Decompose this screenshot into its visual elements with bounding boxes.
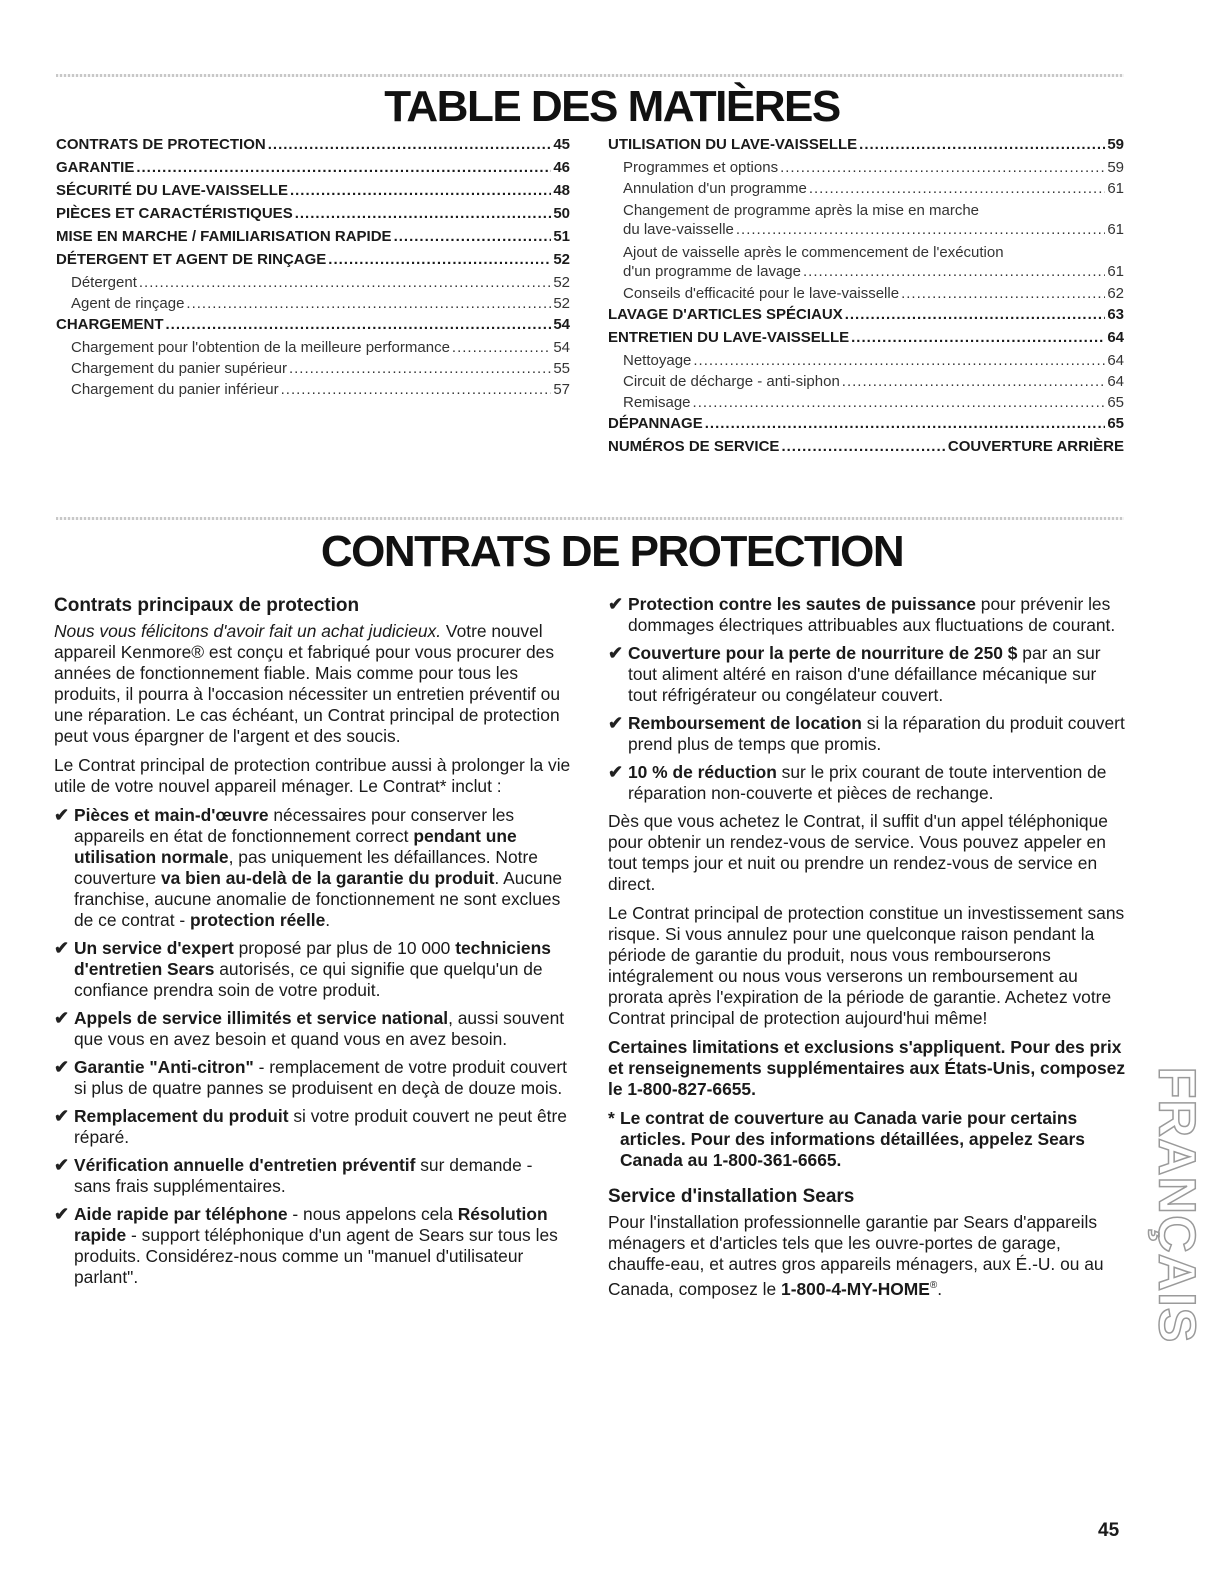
toc-page-number: 64 xyxy=(1107,373,1124,390)
toc-page-number: 57 xyxy=(553,381,570,398)
checkmark-icon: ✔ xyxy=(608,713,624,733)
toc-entry-label: UTILISATION DU LAVE-VAISSELLE xyxy=(608,136,858,153)
toc-leader-dots xyxy=(705,415,1106,432)
toc-page-number: 64 xyxy=(1107,329,1124,346)
toc-page-number: 46 xyxy=(553,159,570,176)
toc-entry-label: DÉTERGENT ET AGENT DE RINÇAGE xyxy=(56,251,327,268)
benefit-item xyxy=(54,1155,572,1197)
toc-page-number: 52 xyxy=(553,274,570,291)
canada-footnote xyxy=(608,1108,1126,1171)
checkmark-icon: ✔ xyxy=(54,1155,70,1175)
checkmark-icon: ✔ xyxy=(608,594,624,614)
toc-entry-label: Remisage xyxy=(623,394,691,411)
toc-page-number: 54 xyxy=(553,339,570,356)
toc-page-number: 61 xyxy=(1107,180,1124,197)
toc-entry-label: NUMÉROS DE SERVICE xyxy=(608,438,780,455)
toc-entry[interactable] xyxy=(608,438,1124,461)
benefit-bold-text: va bien au-delà de la garantie du produit xyxy=(161,868,495,888)
benefit-plain-text: . Aucune franchise, aucune anomalie de fonctionnement ne sont exclues de ce contrat - xyxy=(74,868,563,930)
toc-leader-dots xyxy=(136,159,551,176)
benefit-plain-text: , pas uniquement les défaillances. Notre couverture xyxy=(74,847,538,888)
toc-entry[interactable] xyxy=(608,394,1124,415)
benefit-plain-text: , aussi souvent que vous en avez besoin et quand vous en avez besoin. xyxy=(74,1008,565,1049)
benefit-text xyxy=(628,594,1126,636)
checkmark-icon: ✔ xyxy=(54,1057,70,1077)
toc-entry[interactable] xyxy=(608,159,1124,180)
toc-leader-dots xyxy=(166,316,552,333)
toc-entry-label: CONTRATS DE PROTECTION xyxy=(56,136,266,153)
benefit-item xyxy=(54,1106,572,1148)
toc-entry[interactable] xyxy=(56,339,570,360)
benefit-plain-text: - support téléphonique d'un agent de Sears sur tous les produits. Considérez-nous comme un "manuel d'utilisateur parlant". xyxy=(74,1225,558,1287)
toc-entry-label: SÉCURITÉ DU LAVE-VAISSELLE xyxy=(56,182,288,199)
benefit-bold-text: Remboursement de location xyxy=(628,713,862,733)
benefit-plain-text: - nous appelons cela xyxy=(287,1204,458,1224)
benefit-plain-text: autorisés, ce qui signifie que quelqu'un de confiance prendra soin de votre produit. xyxy=(74,959,543,1000)
language-side-tab-text: FRANÇAIS xyxy=(1147,1066,1206,1344)
benefit-item xyxy=(608,713,1126,755)
toc-entry-label: Chargement du panier supérieur xyxy=(71,360,287,377)
benefit-plain-text: sur le prix courant de toute intervention de réparation non-couverte et pièces de rechange. xyxy=(628,762,1107,803)
install-heading: Service d'installation Sears xyxy=(608,1186,855,1207)
toc-entry-label: MISE EN MARCHE / FAMILIARISATION RAPIDE xyxy=(56,228,392,245)
benefit-plain-text: proposé par plus de 10 000 xyxy=(233,938,456,958)
toc-page-number: 48 xyxy=(553,182,570,199)
toc-entry[interactable] xyxy=(608,306,1124,329)
right-bullet-list xyxy=(608,594,1126,804)
toc-leader-dots xyxy=(268,136,552,153)
toc-entry-label: Programmes et options xyxy=(623,159,779,176)
benefit-text xyxy=(74,1155,572,1197)
toc-leader-dots xyxy=(736,220,1105,239)
toc-leader-dots xyxy=(281,381,552,398)
toc-leader-dots xyxy=(693,352,1105,369)
toc-entry-label: Changement de programme après la mise en marche xyxy=(623,202,980,219)
toc-entry-label: LAVAGE D'ARTICLES SPÉCIAUX xyxy=(608,306,843,323)
benefit-bold-text: Couverture pour la perte de nourriture de 250 $ xyxy=(628,643,1018,663)
benefit-plain-text: sur demande - sans frais supplémentaires. xyxy=(74,1155,533,1196)
toc-entry[interactable] xyxy=(56,316,570,339)
toc-page-number: 52 xyxy=(553,251,570,268)
toc-leader-dots xyxy=(289,360,551,377)
page-number: 45 xyxy=(1098,1520,1120,1541)
benefit-text xyxy=(628,643,1126,706)
canada-footnote-text: Le contrat de couverture au Canada varie pour certains articles. Pour des informations détaillées, appelez Sears Canada au 1-800-361-6665. xyxy=(620,1108,1085,1170)
checkmark-icon: ✔ xyxy=(54,805,70,825)
toc-entry-label-cont: du lave-vaisselle xyxy=(623,221,734,238)
checkmark-icon: ✔ xyxy=(54,938,70,958)
toc-entry-label: Agent de rinçage xyxy=(71,295,185,312)
toc-title: TABLE DES MATIÈRES xyxy=(384,82,840,131)
registered-mark: ® xyxy=(929,1280,938,1291)
install-text: Pour l'installation professionnelle garantie par Sears d'appareils ménagers et d'articles tels que les ouvre-portes de garage, chauffe-eau, et autres gros appareils ménagers, aux É.-U. ou au Canada, composez le xyxy=(608,1212,1104,1299)
toc-page-number: 65 xyxy=(1107,394,1124,411)
checkmark-icon: ✔ xyxy=(608,762,624,782)
toc-entry-row xyxy=(623,262,1124,281)
toc-page-number: 50 xyxy=(553,205,570,222)
install-phone: 1-800-4-MY-HOME xyxy=(781,1278,930,1299)
toc-left-column xyxy=(56,136,570,402)
benefit-item xyxy=(54,805,572,931)
toc-entry[interactable] xyxy=(56,182,570,205)
toc-entry-label: Ajout de vaisselle après le commencement de l'exécution xyxy=(623,244,1004,261)
benefit-bold-text: Pièces et main-d'œuvre xyxy=(74,805,269,825)
toc-entry[interactable] xyxy=(56,360,570,381)
benefit-bold-text: Résolution rapide xyxy=(74,1204,548,1245)
benefit-plain-text: pour prévenir les dommages électriques attribuables aux fluctuations de courant. xyxy=(628,594,1116,635)
checkmark-icon: ✔ xyxy=(54,1008,70,1028)
checkmark-icon: ✔ xyxy=(54,1106,70,1126)
toc-entry[interactable] xyxy=(608,415,1124,438)
benefit-text xyxy=(74,1057,572,1099)
section-title: CONTRATS DE PROTECTION xyxy=(320,527,904,576)
benefit-bold-text: Protection contre les sautes de puissance xyxy=(628,594,976,614)
benefit-plain-text: . xyxy=(325,910,331,930)
toc-leader-dots xyxy=(781,438,945,455)
includes-paragraph: Le Contrat principal de protection contribue aussi à prolonger la vie utile de votre nouvel appareil ménager. Le Contrat* inclut : xyxy=(54,755,571,796)
middle-dotted-rule xyxy=(56,517,1124,520)
checkmark-icon: ✔ xyxy=(54,1204,70,1224)
intro-rest-text: Votre nouvel appareil Kenmore® est conçu et fabriqué pour vous procurer des années de fonctionnement fiable. Mais comme pour tous les produits, il pourra à l'occasion nécessiter un entretien préventif ou une réparation. Le cas échéant, un Contrat principal de protection peut vous épargner de l'argent et des soucis. xyxy=(54,621,561,746)
benefit-bold-text: Aide rapide par téléphone xyxy=(74,1204,288,1224)
toc-entry[interactable] xyxy=(608,329,1124,352)
toc-entry[interactable] xyxy=(608,285,1124,306)
toc-page-number: 54 xyxy=(553,316,570,333)
toc-page-number: COUVERTURE ARRIÈRE xyxy=(947,438,1124,455)
toc-leader-dots xyxy=(693,394,1106,411)
benefit-plain-text: nécessaires pour conserver les appareils en état de fonctionnement correct xyxy=(74,805,515,846)
toc-leader-dots xyxy=(845,306,1106,323)
benefit-item xyxy=(54,938,572,1001)
toc-leader-dots xyxy=(328,251,551,268)
benefit-bold-text: techniciens d'entretien Sears xyxy=(74,938,551,979)
benefit-bold-text: protection réelle xyxy=(190,910,326,930)
benefit-item xyxy=(608,594,1126,636)
benefit-text xyxy=(628,713,1126,755)
toc-page-number: 64 xyxy=(1107,352,1124,369)
toc-page-number: 61 xyxy=(1107,221,1124,238)
toc-page-number: 55 xyxy=(553,360,570,377)
benefit-plain-text: - remplacement de votre produit couvert si plus de quatre pannes se produisent en deçà de douze mois. xyxy=(74,1057,567,1098)
benefit-plain-text: si votre produit couvert ne peut être réparé. xyxy=(74,1106,567,1147)
toc-leader-dots xyxy=(901,285,1105,302)
toc-entry-label: Chargement du panier inférieur xyxy=(71,381,279,398)
toc-page-number: 45 xyxy=(553,136,570,153)
toc-entry[interactable] xyxy=(608,201,1124,239)
toc-entry[interactable] xyxy=(608,136,1124,159)
toc-entry[interactable] xyxy=(56,205,570,228)
left-text-column xyxy=(54,594,572,1295)
toc-leader-dots xyxy=(803,262,1105,281)
benefit-text xyxy=(74,1008,572,1050)
toc-entry-label: PIÈCES ET CARACTÉRISTIQUES xyxy=(56,205,293,222)
toc-entry-label-cont: d'un programme de lavage xyxy=(623,263,801,280)
toc-entry[interactable] xyxy=(608,180,1124,201)
toc-page-number: 62 xyxy=(1107,285,1124,302)
limits-paragraph: Certaines limitations et exclusions s'appliquent. Pour des prix et renseignements supplémentaires aux États-Unis, composez le 1-800-827-6655. xyxy=(608,1037,1126,1099)
toc-page-number: 61 xyxy=(1107,263,1124,280)
install-paragraph xyxy=(608,1212,1126,1300)
toc-entry[interactable] xyxy=(56,159,570,182)
toc-leader-dots xyxy=(859,136,1105,153)
toc-entry-label: Annulation d'un programme xyxy=(623,180,807,197)
risk-paragraph: Le Contrat principal de protection constitue un investissement sans risque. Si vous annulez pour une quelconque raison pendant la période de garantie du produit, nous vous rembourserons intégralement ou nous vous verserons un remboursement au prorata après l'expiration de la période de garantie. Achetez votre Contrat principal de protection aujourd'hui même! xyxy=(608,903,1125,1028)
toc-entry[interactable] xyxy=(608,243,1124,281)
toc-entry[interactable] xyxy=(56,381,570,402)
benefit-item xyxy=(54,1057,572,1099)
left-bullet-list xyxy=(54,805,572,1288)
toc-entry-label: DÉPANNAGE xyxy=(608,415,703,432)
toc-entry[interactable] xyxy=(56,274,570,295)
toc-leader-dots xyxy=(780,159,1105,176)
toc-entry-label: GARANTIE xyxy=(56,159,135,176)
toc-entry-label: Chargement pour l'obtention de la meilleure performance xyxy=(71,339,450,356)
toc-entry-label: ENTRETIEN DU LAVE-VAISSELLE xyxy=(608,329,850,346)
benefit-text xyxy=(74,805,572,931)
language-side-tab xyxy=(1147,1060,1206,1350)
toc-page-number: 51 xyxy=(553,228,570,245)
benefit-bold-text: 10 % de réduction xyxy=(628,762,777,782)
benefit-plain-text: par an sur tout aliment altéré en raison d'une défaillance mécanique sur tout réfrigérateur ou congélateur couvert. xyxy=(628,643,1101,705)
toc-leader-dots xyxy=(452,339,551,356)
intro-italic-text: Nous vous félicitons d'avoir fait un achat judicieux. xyxy=(54,621,442,641)
benefit-bold-text: Appels de service illimités et service national xyxy=(74,1008,449,1028)
toc-entry-row xyxy=(623,220,1124,239)
contracts-heading: Contrats principaux de protection xyxy=(54,595,360,616)
toc-entry[interactable] xyxy=(608,352,1124,373)
benefit-bold-text: pendant une utilisation normale xyxy=(74,826,517,867)
toc-entry[interactable] xyxy=(56,251,570,274)
toc-right-column xyxy=(608,136,1124,461)
toc-page-number: 63 xyxy=(1107,306,1124,323)
toc-entry[interactable] xyxy=(56,228,570,251)
toc-leader-dots xyxy=(809,180,1106,197)
install-end: . xyxy=(937,1278,943,1299)
toc-page-number: 59 xyxy=(1107,136,1124,153)
benefit-bold-text: Vérification annuelle d'entretien préventif xyxy=(74,1155,416,1175)
toc-leader-dots xyxy=(290,182,551,199)
benefit-item xyxy=(608,762,1126,804)
benefit-bold-text: Remplacement du produit xyxy=(74,1106,289,1126)
benefit-item xyxy=(608,643,1126,706)
benefit-bold-text: Garantie "Anti-citron" xyxy=(74,1057,254,1077)
right-text-column xyxy=(608,594,1126,1308)
toc-entry-label: CHARGEMENT xyxy=(56,316,164,333)
toc-page-number: 59 xyxy=(1107,159,1124,176)
benefit-plain-text: si la réparation du produit couvert prend plus de temps que promis. xyxy=(628,713,1125,754)
toc-entry[interactable] xyxy=(56,136,570,159)
benefit-bold-text: Un service d'expert xyxy=(74,938,234,958)
toc-entry[interactable] xyxy=(56,295,570,316)
toc-entry-label: Nettoyage xyxy=(623,352,692,369)
toc-leader-dots xyxy=(842,373,1106,390)
footnote-star: * xyxy=(608,1108,615,1128)
benefit-item xyxy=(54,1008,572,1050)
toc-leader-dots xyxy=(295,205,552,222)
benefit-text xyxy=(74,1204,572,1288)
benefit-item xyxy=(54,1204,572,1288)
toc-leader-dots xyxy=(851,329,1105,346)
checkmark-icon: ✔ xyxy=(608,643,624,663)
toc-leader-dots xyxy=(186,295,551,312)
toc-leader-dots xyxy=(394,228,552,245)
toc-entry-label: Conseils d'efficacité pour le lave-vaisselle xyxy=(623,285,900,302)
benefit-text xyxy=(74,1106,572,1148)
toc-page-number: 65 xyxy=(1107,415,1124,432)
toc-entry-label: Circuit de décharge - anti-siphon xyxy=(623,373,840,390)
intro-paragraph xyxy=(54,621,572,747)
toc-entry-label: Détergent xyxy=(71,274,137,291)
benefit-text xyxy=(74,938,572,1001)
toc-leader-dots xyxy=(139,274,551,291)
call-paragraph: Dès que vous achetez le Contrat, il suffit d'un appel téléphonique pour obtenir un rendez-vous de service. Vous pouvez appeler en tout temps jour et nuit ou prendre un rendez-vous de service en direct. xyxy=(608,811,1108,894)
toc-entry[interactable] xyxy=(608,373,1124,394)
toc-page-number: 52 xyxy=(553,295,570,312)
benefit-text xyxy=(628,762,1126,804)
top-dotted-rule xyxy=(56,74,1124,77)
